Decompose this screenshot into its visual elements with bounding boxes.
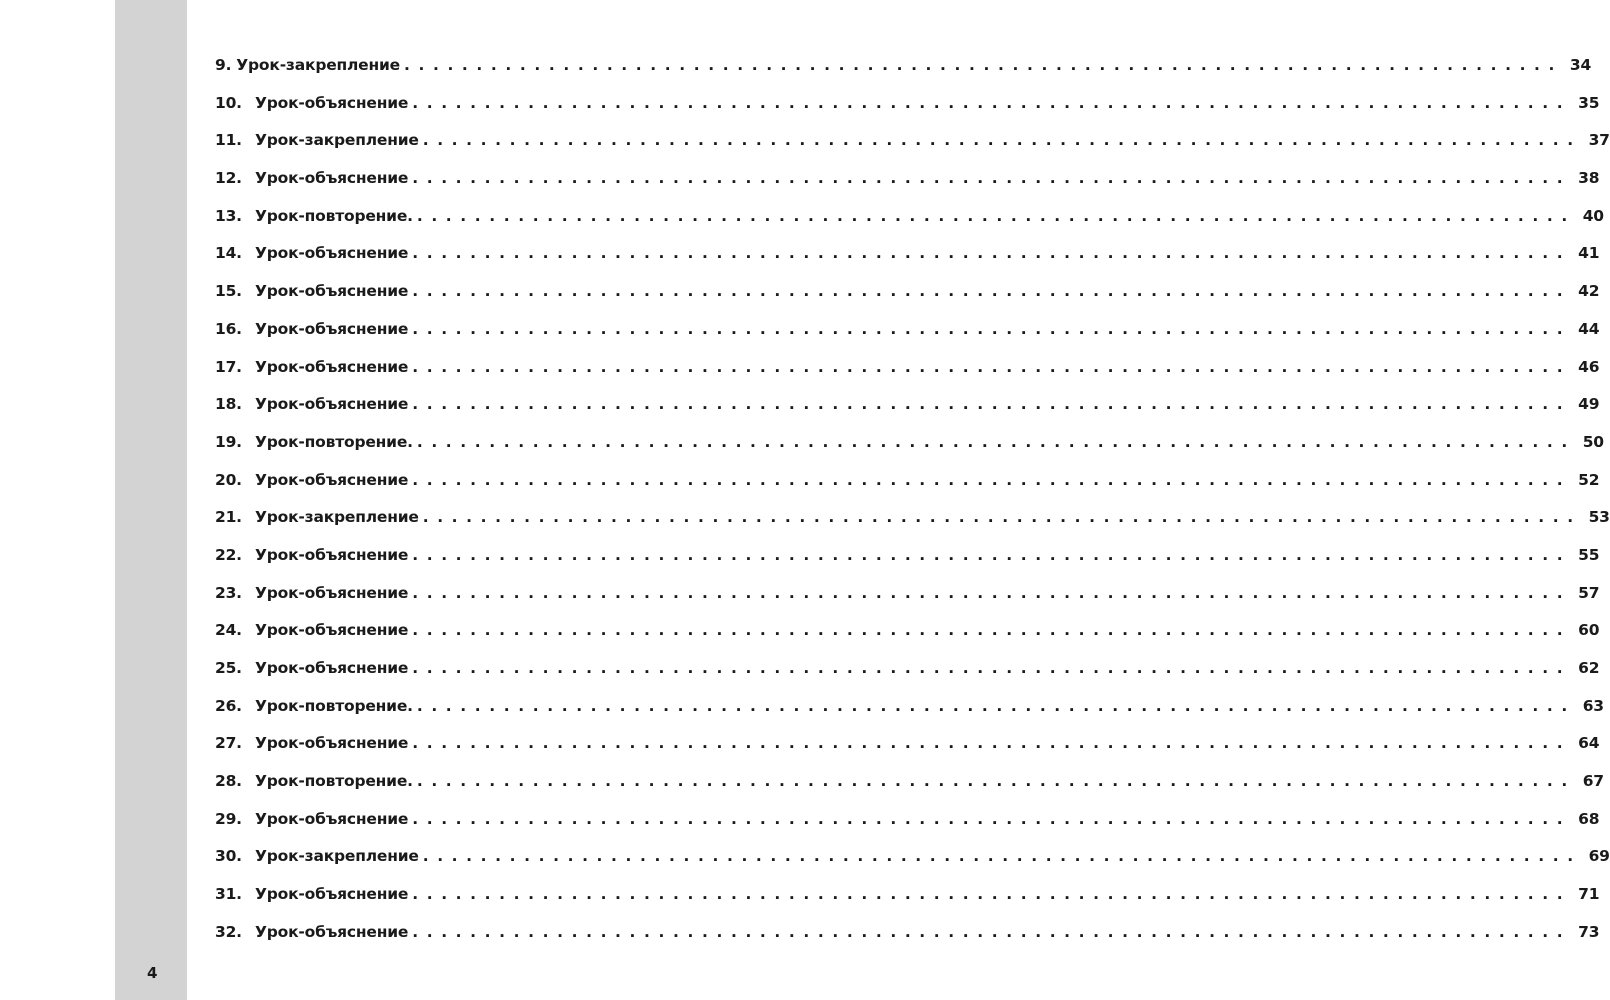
dot-leader: ................................................................................ xyxy=(422,847,1582,866)
toc-entry-page: 62 xyxy=(1578,659,1600,677)
dot-leader: ................................................................................ xyxy=(412,922,1572,941)
toc-entry-number: 29. xyxy=(215,809,242,828)
toc-entry-title: Урок-объяснение xyxy=(255,659,409,677)
toc-entry[interactable] xyxy=(215,545,1600,584)
dot-leader: ................................................................................ xyxy=(412,93,1572,112)
toc-entry-page: 71 xyxy=(1578,885,1600,904)
dot-leader: ................................................................................ xyxy=(416,772,1576,791)
toc-entry-number: 28. xyxy=(215,772,242,791)
dot-leader: ................................................................................ xyxy=(412,244,1572,263)
toc-entry-page: 67 xyxy=(1582,772,1604,791)
toc-entry[interactable] xyxy=(215,93,1600,132)
toc-entry-number: 30. xyxy=(215,847,242,866)
toc-entry[interactable] xyxy=(215,659,1600,697)
toc-entry[interactable] xyxy=(215,131,1610,169)
toc-entry-number: 31. xyxy=(215,885,242,904)
toc-entry-title: Урок-объяснение xyxy=(255,169,409,188)
toc-entry-page: 68 xyxy=(1578,809,1600,828)
toc-entry-page: 46 xyxy=(1578,357,1600,376)
toc-entry-page: 55 xyxy=(1578,545,1600,564)
toc-entry[interactable] xyxy=(215,395,1600,433)
dot-leader: ................................................................................ xyxy=(416,206,1576,225)
dot-leader: ................................................................................ xyxy=(412,169,1572,188)
toc-entry-number: 21. xyxy=(215,508,242,527)
toc-entry-title: Урок-повторение. xyxy=(255,772,413,791)
toc-entry-page: 63 xyxy=(1582,696,1604,715)
toc-entry-title: Урок-объяснение xyxy=(255,93,409,112)
toc-entry[interactable] xyxy=(215,922,1600,961)
toc-entry-title: Урок-объяснение xyxy=(255,583,409,602)
toc-entry-number: 20. xyxy=(215,470,242,489)
toc-entry-page: 69 xyxy=(1588,847,1610,866)
toc-entry[interactable] xyxy=(215,847,1610,885)
toc-entry-title: Урок-закрепление xyxy=(236,56,400,74)
toc-entry-title: Урок-объяснение xyxy=(255,545,409,564)
toc-entry-number: 17. xyxy=(215,357,242,376)
toc-entry[interactable] xyxy=(215,169,1600,207)
toc-entry-number: 15. xyxy=(215,282,242,301)
toc-entry-number: 32. xyxy=(215,922,242,941)
toc-entry-number: 26. xyxy=(215,696,242,715)
toc-entry-page: 60 xyxy=(1578,621,1600,640)
dot-leader: ................................................................................ xyxy=(416,432,1576,451)
toc-entry-number: 14. xyxy=(215,244,242,263)
toc-entry[interactable] xyxy=(215,772,1604,810)
toc-entry-title: Урок-повторение. xyxy=(255,432,413,451)
toc-entry[interactable] xyxy=(215,621,1600,659)
toc-entry-title: Урок-объяснение xyxy=(255,809,409,828)
toc-entry[interactable] xyxy=(215,244,1600,282)
dot-leader: ................................................................................ xyxy=(412,583,1572,602)
toc-entry[interactable] xyxy=(215,319,1600,358)
toc-entry-number: 27. xyxy=(215,734,242,753)
toc-entry[interactable] xyxy=(215,432,1604,471)
toc-entry-page: 73 xyxy=(1578,922,1600,941)
toc-entry-page: 52 xyxy=(1578,470,1600,489)
dot-leader: ................................................................................ xyxy=(422,508,1582,527)
toc-entry-title: Урок-повторение. xyxy=(255,696,413,715)
toc-entry[interactable] xyxy=(215,696,1604,735)
toc-entry[interactable] xyxy=(215,583,1600,622)
toc-entry-title: Урок-объяснение xyxy=(255,319,409,338)
toc-entry-number: 22. xyxy=(215,545,242,564)
toc-entry-title: Урок-объяснение xyxy=(255,885,409,904)
toc-entry[interactable] xyxy=(215,885,1600,923)
toc-entry-title: Урок-объяснение xyxy=(255,470,409,489)
toc-entry-page: 53 xyxy=(1588,508,1610,527)
dot-leader: ................................................................................ xyxy=(412,734,1572,753)
side-margin-strip xyxy=(115,0,187,1000)
toc-entry-page: 37 xyxy=(1588,131,1610,150)
toc-entry-number: 10. xyxy=(215,93,242,112)
toc-entry-title: Урок-объяснение xyxy=(255,734,409,753)
toc-entry-page: 41 xyxy=(1578,244,1600,263)
toc-entry-title: Урок-закрепление xyxy=(255,508,419,527)
toc-entry[interactable] xyxy=(215,508,1610,546)
dot-leader: ................................................................................ xyxy=(412,659,1572,677)
dot-leader: ................................................................................ xyxy=(422,131,1582,150)
toc-entry-page: 40 xyxy=(1582,206,1604,225)
dot-leader: ................................................................................ xyxy=(412,885,1572,904)
toc-entry[interactable] xyxy=(215,357,1600,396)
toc-entry-title: Урок-объяснение xyxy=(255,357,409,376)
toc-entry-number: 25. xyxy=(215,659,242,677)
toc-entry-title: Урок-объяснение xyxy=(255,244,409,263)
toc-entry-page: 44 xyxy=(1578,319,1600,338)
dot-leader: ................................................................................ xyxy=(416,696,1576,715)
toc-entry[interactable] xyxy=(215,206,1604,245)
toc-entry-number: 16. xyxy=(215,319,242,338)
toc-entry-title: Урок-объяснение xyxy=(255,621,409,640)
toc-entry[interactable] xyxy=(215,282,1600,320)
toc-entry-page: 50 xyxy=(1582,432,1604,451)
toc-entry-title: Урок-повторение. xyxy=(255,206,413,225)
toc-entry-number: 23. xyxy=(215,583,242,602)
toc-entry-number: 18. xyxy=(215,395,242,414)
dot-leader: ................................................................................ xyxy=(412,319,1572,338)
dot-leader: ................................................................................ xyxy=(412,545,1572,564)
toc-entry-page: 42 xyxy=(1578,282,1600,301)
toc-entry[interactable] xyxy=(215,470,1600,509)
toc-entry-page: 49 xyxy=(1578,395,1600,414)
toc-entry-title: Урок-объяснение xyxy=(255,922,409,941)
dot-leader: ................................................................................ xyxy=(412,470,1572,489)
toc-entry-page: 34 xyxy=(1569,56,1592,74)
dot-leader: ................................................................................ xyxy=(412,357,1572,376)
toc-entry-number: 12. xyxy=(215,169,242,188)
toc-entry-title: Урок-объяснение xyxy=(255,395,409,414)
dot-leader: ................................................................................ xyxy=(412,282,1572,301)
dot-leader: ................................................................................ xyxy=(412,621,1572,640)
page-number: 4 xyxy=(147,964,158,982)
toc-entry-number: 13. xyxy=(215,206,242,225)
dot-leader: ................................................................................ xyxy=(412,395,1572,414)
toc-entry-title: Урок-закрепление xyxy=(255,847,419,866)
dot-leader: ................................................................................ xyxy=(403,56,1564,74)
toc-entry-number: 11. xyxy=(215,131,242,150)
toc-entry[interactable] xyxy=(215,809,1600,848)
toc-entry[interactable] xyxy=(215,56,1592,94)
toc-entry-page: 57 xyxy=(1578,583,1600,602)
toc-entry-title: Урок-объяснение xyxy=(255,282,409,301)
toc-entry-page: 38 xyxy=(1578,169,1600,188)
toc-entry[interactable] xyxy=(215,734,1600,772)
toc-entry-page: 64 xyxy=(1578,734,1600,753)
toc-entry-number: 19. xyxy=(215,432,242,451)
table-of-contents xyxy=(215,56,1610,961)
toc-entry-number: 24. xyxy=(215,621,242,640)
dot-leader: ................................................................................ xyxy=(412,809,1572,828)
toc-entry-title: Урок-закрепление xyxy=(255,131,419,150)
toc-entry-page: 35 xyxy=(1578,93,1600,112)
toc-entry-number: 9. xyxy=(215,56,232,74)
